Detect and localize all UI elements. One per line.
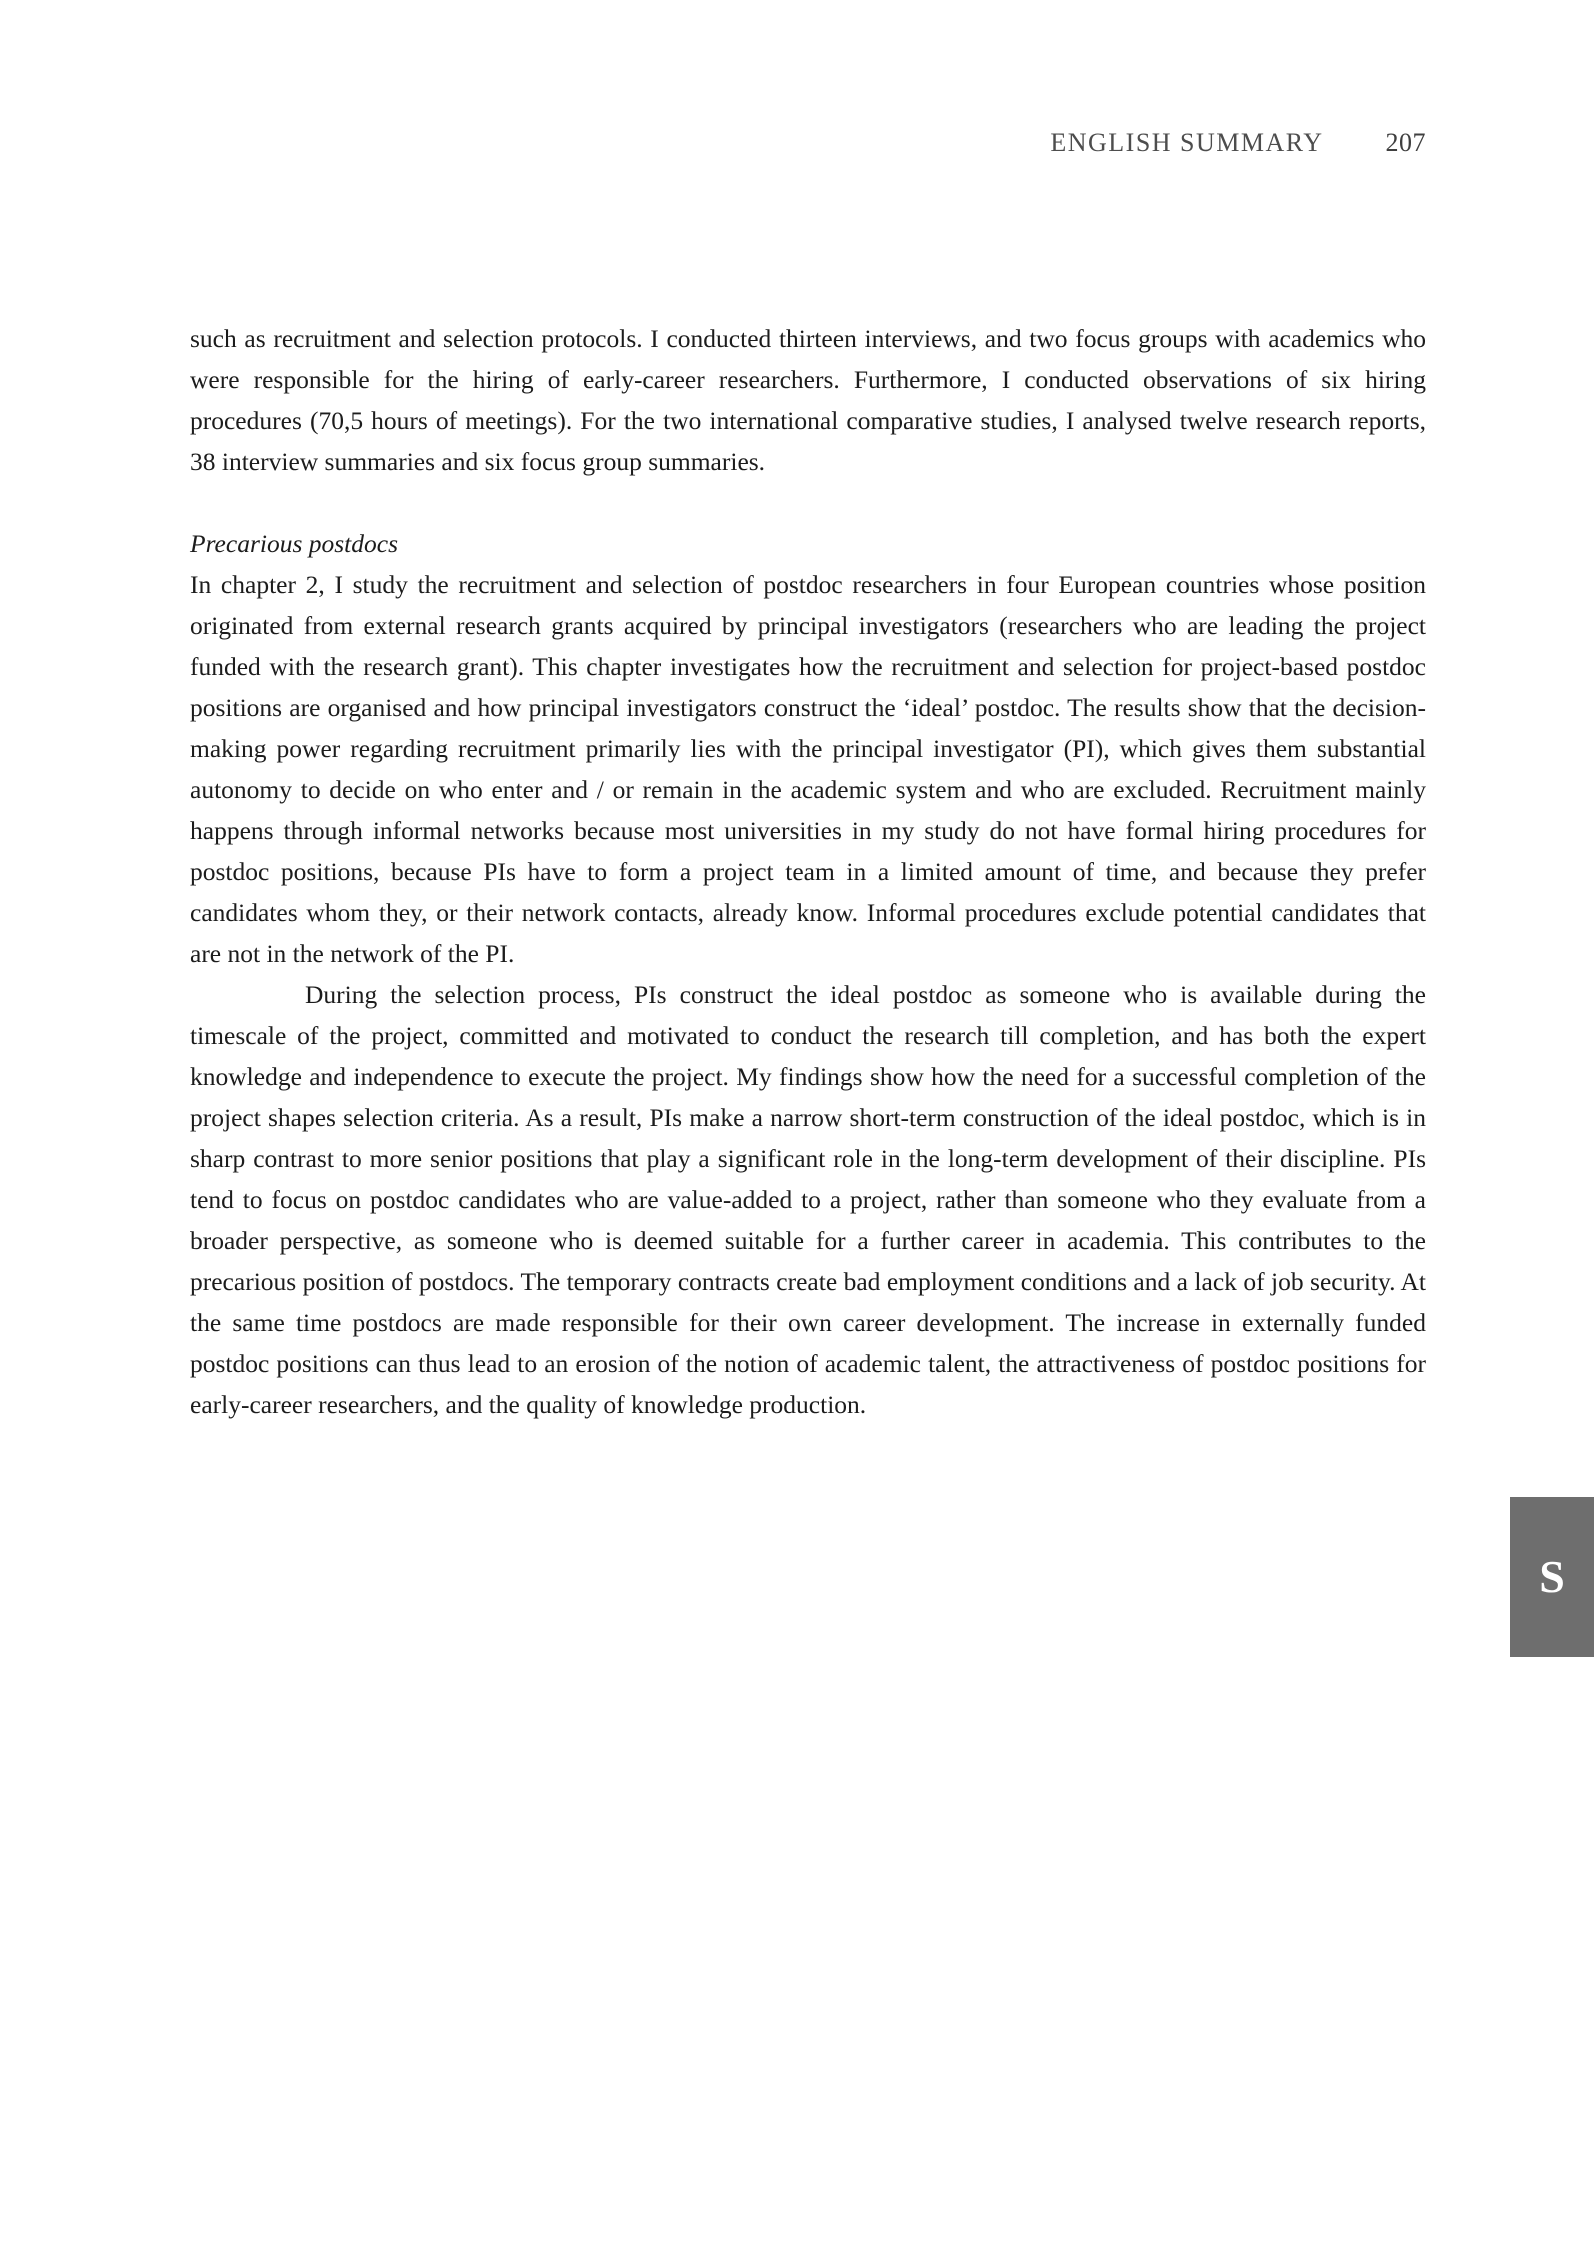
- section-tab-letter: S: [1539, 1551, 1565, 1602]
- paragraph: In chapter 2, I study the recruitment and selection of postdoc researchers in four European countries whose position originated from external research grants acquired by principal investigators (researchers who are leading the project funded with the research grant). This chapter investigates how the recruitment and selection for project-based postdoc positions are organised and how principal investigators construct the ‘ideal’ postdoc. The results show that the decision-making power regarding recruitment primarily lies with the principal investigator (PI), which gives them substantial autonomy to decide on who enter and / or remain in the academic system and who are excluded. Recruitment mainly happens through informal networks because most universities in my study do not have formal hiring procedures for postdoc positions, because PIs have to form a project team in a limited amount of time, and because they prefer candidates whom they, or their network contacts, already know. Informal procedures exclude potential candidates that are not in the network of the PI.: [190, 570, 1426, 968]
- text-block: [190, 318, 1426, 1425]
- section-tab: [1510, 1497, 1594, 1657]
- page-header: [190, 128, 1426, 158]
- running-head: ENGLISH SUMMARY: [1050, 128, 1324, 157]
- section-heading: Precarious postdocs: [190, 529, 398, 558]
- paragraph-continuation: such as recruitment and selection protocols. I conducted thirteen interviews, and two focus groups with academics who were responsible for the hiring of early-career researchers. Furthermore, I conducted observations of six hiring procedures (70,5 hours of meetings). For the two international comparative studies, I analysed twelve research reports, 38 interview summaries and six focus group summaries.: [190, 324, 1426, 476]
- paragraph: During the selection process, PIs construct the ideal postdoc as someone who is available during the timescale of the project, committed and motivated to conduct the research till completion, and has both the expert knowledge and independence to execute the project. My findings show how the need for a successful completion of the project shapes selection criteria. As a result, PIs make a narrow short-term construction of the ideal postdoc, which is in sharp contrast to more senior positions that play a significant role in the long-term development of their discipline. PIs tend to focus on postdoc candidates who are value-added to a project, rather than someone who they evaluate from a broader perspective, as someone who is deemed suitable for a further career in academia. This contributes to the precarious position of postdocs. The temporary contracts create bad employment conditions and a lack of job security. At the same time postdocs are made responsible for their own career development. The increase in externally funded postdoc positions can thus lead to an erosion of the notion of academic talent, the attractiveness of postdoc positions for early-career researchers, and the quality of knowledge production.: [190, 980, 1426, 1419]
- page-number: 207: [1385, 128, 1426, 157]
